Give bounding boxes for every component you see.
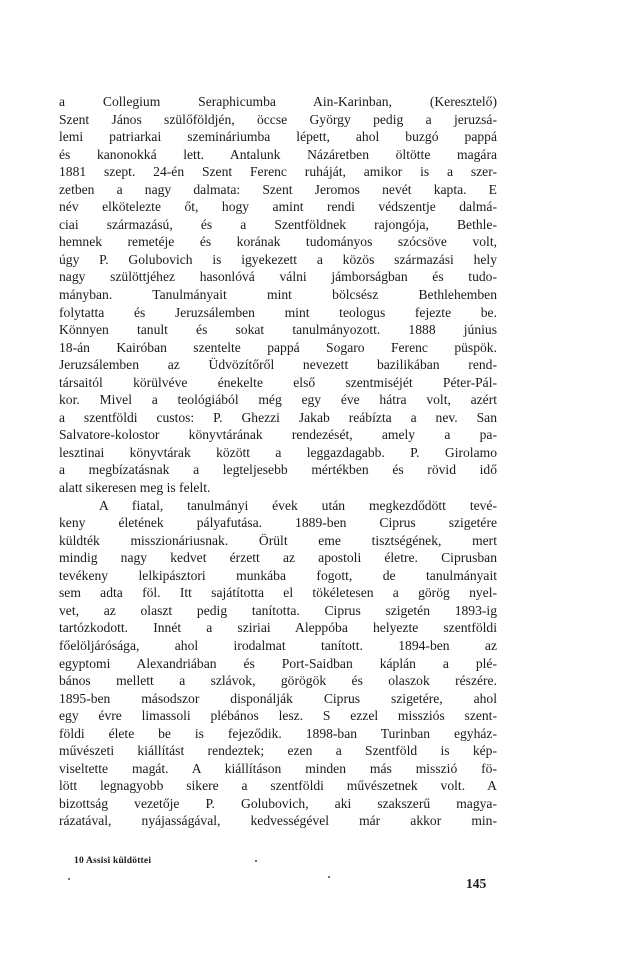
text-line: egyptomi Alexandriában és Port-Saidban káplán a plé-	[59, 655, 497, 671]
text-line: tartózkodott. Innét a sziriai Aleppóba helyezte szentföldi	[59, 620, 497, 636]
text-line: bizottság vezetője P. Golubovich, aki szakszerű magya-	[59, 795, 497, 811]
text-line: sem adta föl. Itt sajátította el tökéletesen a görög nyel-	[59, 585, 497, 601]
text-line: mindig nagy kedvet érzett az apostoli életre. Ciprusban	[59, 550, 497, 566]
text-line: a Collegium Seraphicumba Ain-Karinban, (Keresztelő)	[59, 94, 497, 109]
text-line: folytatta és Jeruzsálemben mint teologus fejezte be.	[59, 304, 497, 320]
text-line: bános mellett a szlávok, görögök és olaszok részére.	[59, 673, 497, 689]
text-line: Salvatore-kolostor könyvtárának rendezését, amely a pa-	[59, 427, 497, 443]
text-line: a szentföldi custos: P. Ghezzi Jakab reábízta a nev. San	[59, 409, 497, 425]
text-line: hemnek remetéje és korának tudományos szócsöve volt,	[59, 234, 497, 250]
text-line: keny életének pályafutása. 1889-ben Ciprus szigetére	[59, 515, 497, 531]
text-line: zetben a nagy dalmata: Szent Jeromos nevét kapta. E	[59, 181, 497, 197]
text-line: művészeti kiállítást rendeztek; ezen a Szentföld is kép-	[59, 743, 497, 759]
text-line: rázatával, nyájasságával, kedvességével már akkor min-	[59, 813, 497, 829]
text-line: lemi patriarkai szemináriumba lépett, ahol buzgó pappá	[59, 129, 497, 145]
text-line: kor. Mivel a teológiából még egy éve hátra volt, azért	[59, 392, 497, 408]
text-line: mányban. Tanulmányait mint bölcsész Bethlehemben	[59, 287, 497, 303]
text-line: ciai származású, és a Szentföldnek rajongója, Bethle-	[59, 216, 497, 232]
text-line: nagy szülöttjéhez hasonlóvá válni jámborságban és tudo-	[59, 269, 497, 285]
print-speck	[68, 878, 70, 880]
text-line: vet, az olaszt pedig tanította. Ciprus szigetén 1893-ig	[59, 602, 497, 618]
text-line: A fiatal, tanulmányi évek után megkezdődött tevé-	[99, 497, 497, 513]
text-line: Jeruzsálemben az Üdvözítőről nevezett bazilikában rend-	[59, 357, 497, 373]
text-line: Könnyen tanult és sokat tanulmányozott. 1888 június	[59, 322, 497, 338]
text-line: lött legnagyobb sikere a szentföldi művészetnek volt. A	[59, 778, 497, 794]
page-number: 145	[466, 876, 487, 891]
text-line: alatt sikeresen meg is felelt.	[59, 480, 211, 496]
printer-signature: 10 Assisi küldöttei	[74, 856, 152, 866]
text-line: földi élete be is fejeződik. 1898-ban Turinban egyház-	[59, 725, 497, 741]
page-body-text	[59, 93, 497, 830]
text-line: küldték misszionáriusnak. Örült eme tisztségének, mert	[59, 532, 497, 548]
text-line: egy évre limassoli plébános lesz. S ezzel missziós szent-	[59, 708, 497, 724]
print-speck	[255, 860, 257, 862]
text-line: főelöljárósága, ahol irodalmat tanított. 1894-ben az	[59, 637, 497, 653]
text-line: társaitól körülvéve énekelte első szentmiséjét Péter-Pál-	[59, 374, 497, 390]
print-speck	[328, 876, 330, 878]
text-line: 18-án Kairóban szentelte pappá Sogaro Ferenc püspök.	[59, 339, 497, 355]
text-line: úgy P. Golubovich is igyekezett a közös származási hely	[59, 251, 497, 267]
text-line: 1881 szept. 24-én Szent Ferenc ruháját, amikor is a szer-	[59, 164, 497, 180]
text-line: tevékeny lelkipásztori munkába fogott, de tanulmányait	[59, 567, 497, 583]
text-line: a megbízatásnak a legteljesebb mértékben és rövid idő	[59, 462, 497, 478]
text-line: név elkötelezte őt, hogy amint rendi védszentje dalmá-	[59, 199, 497, 215]
text-line: Szent János szülőföldjén, öccse György pedig a jeruzsá-	[59, 111, 497, 127]
text-line: és kanonokká lett. Antalunk Názáretben öltötte magára	[59, 146, 497, 162]
text-line: 1895-ben másodszor disponálják Ciprus szigetére, ahol	[59, 690, 497, 706]
text-line: lesztinai könyvtárak között a leggazdagabb. P. Girolamo	[59, 444, 497, 460]
text-line: viseltette magát. A kiállításon minden más misszió fö-	[59, 760, 497, 776]
